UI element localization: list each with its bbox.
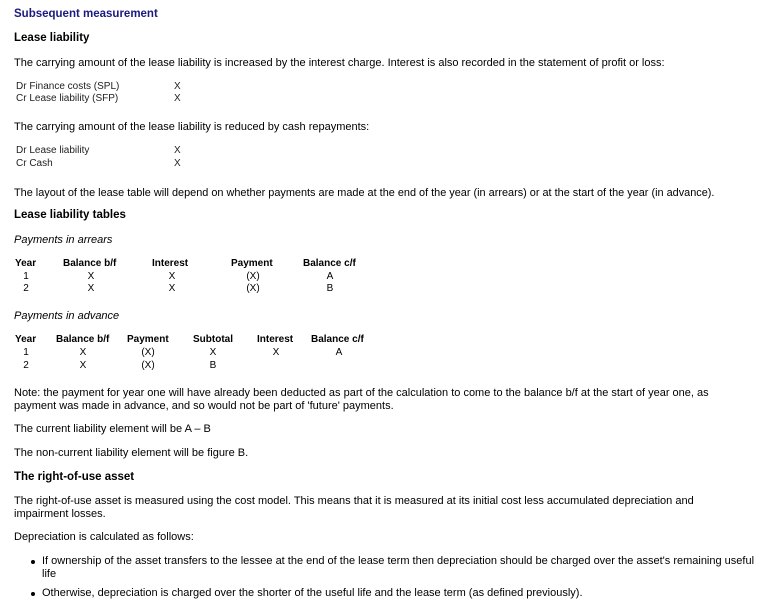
journal2-amount-dr: X: [174, 145, 181, 156]
arrears-cell: (X): [246, 271, 260, 282]
arrears-cell: X: [87, 271, 95, 282]
advance-header-subtotal: Subtotal: [193, 334, 233, 345]
journal1-amount-dr: X: [174, 81, 181, 92]
arrears-cell: A: [326, 271, 334, 282]
advance-cell: (X): [141, 360, 155, 371]
advance-header-payment: Payment: [127, 334, 169, 345]
advance-cell: X: [79, 347, 87, 358]
current-liability-text: The current liability element will be A – B: [14, 423, 211, 435]
journal1-account-cr: Cr Lease liability (SFP): [16, 93, 119, 104]
journal1-account-dr: Dr Finance costs (SPL): [16, 81, 120, 92]
journal2-amount-cr: X: [174, 158, 181, 169]
arrears-cell: X: [168, 271, 176, 282]
bullet-item: If ownership of the asset transfers to the lessee at the end of the lease term then depreciation should be charged over the asset's remaining useful life: [42, 555, 755, 580]
arrears-cell: 2: [23, 283, 29, 294]
arrears-header-balance-cf: Balance c/f: [303, 258, 356, 269]
advance-cell: (X): [141, 347, 155, 358]
section-heading: Subsequent measurement: [14, 8, 158, 20]
arrears-header-balance-bf: Balance b/f: [63, 258, 117, 269]
note-paragraph: Note: the payment for year one will have already been deducted as part of the calculation to come to the balance b/f at the start of year one, as payment was made in advance, and so would not be part of 'future' payments.: [14, 387, 709, 412]
arrears-header-year: Year: [15, 258, 37, 269]
bullet-item: Otherwise, depreciation is charged over the shorter of the useful life and the lease term (as defined previously).: [42, 587, 583, 599]
arrears-cell: X: [87, 283, 95, 294]
arrears-cell: (X): [246, 283, 260, 294]
arrears-cell: X: [168, 283, 176, 294]
advance-header-interest: Interest: [257, 334, 294, 345]
advance-cell: A: [335, 347, 343, 358]
advance-cell: X: [79, 360, 87, 371]
interest-paragraph: The carrying amount of the lease liability is increased by the interest charge. Interest is also recorded in the statement of profit or loss:: [14, 57, 665, 69]
advance-cell: X: [209, 347, 217, 358]
tables-heading: Lease liability tables: [14, 209, 126, 221]
journal2-account-cr: Cr Cash: [16, 158, 53, 169]
depreciation-intro: Depreciation is calculated as follows:: [14, 531, 194, 543]
advance-header-balance-cf: Balance c/f: [311, 334, 364, 345]
advance-header-year: Year: [15, 334, 37, 345]
bullet-dot-icon: [31, 560, 35, 564]
rou-heading: The right-of-use asset: [14, 471, 135, 483]
lease-liability-heading: Lease liability: [14, 32, 90, 44]
arrears-header-payment: Payment: [231, 258, 273, 269]
journal2-account-dr: Dr Lease liability: [16, 145, 90, 156]
rou-paragraph: The right-of-use asset is measured using the cost model. This means that it is measured at its initial cost less accumulated depreciation and impairment losses.: [14, 495, 694, 520]
arrears-cell: 1: [23, 271, 29, 282]
advance-cell: B: [209, 360, 217, 371]
advance-header-balance-bf: Balance b/f: [56, 334, 110, 345]
arrears-title: Payments in arrears: [14, 234, 113, 246]
advance-cell: 2: [23, 360, 29, 371]
repayment-paragraph: The carrying amount of the lease liability is reduced by cash repayments:: [14, 121, 370, 133]
advance-title: Payments in advance: [14, 310, 120, 322]
bullet-dot-icon: [31, 592, 35, 596]
arrears-cell: B: [326, 283, 334, 294]
journal1-amount-cr: X: [174, 93, 181, 104]
noncurrent-liability-text: The non-current liability element will be figure B.: [14, 447, 249, 459]
arrears-header-interest: Interest: [152, 258, 189, 269]
advance-cell: X: [272, 347, 280, 358]
layout-paragraph: The layout of the lease table will depend on whether payments are made at the end of the year (in arrears) or at the start of the year (in advance).: [14, 187, 715, 199]
advance-cell: 1: [23, 347, 29, 358]
